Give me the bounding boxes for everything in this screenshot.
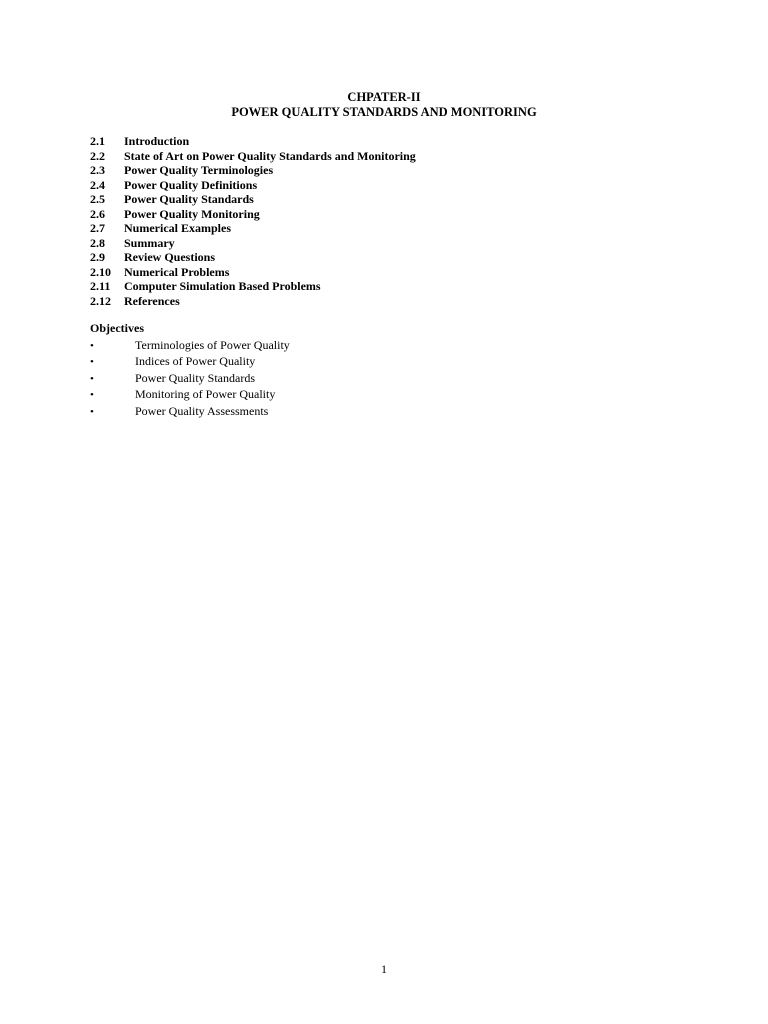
- toc-entry-title: Power Quality Definitions: [124, 177, 258, 192]
- toc-entry-number: 2.8: [90, 235, 105, 250]
- toc-entry: [90, 134, 416, 149]
- toc-entry-title: Review Questions: [124, 250, 215, 264]
- objective-item: [90, 370, 290, 386]
- toc-entry-title: Power Quality Terminologies: [124, 163, 274, 177]
- toc-entry: [90, 149, 416, 164]
- bullet-icon: •: [90, 389, 94, 402]
- table-of-contents: [90, 134, 416, 308]
- page-number: 1: [381, 962, 387, 976]
- toc-entry: [90, 221, 416, 236]
- toc-entry: [90, 279, 416, 294]
- toc-entry-title: Numerical Examples: [124, 221, 231, 235]
- chapter-number: CHPATER-II: [347, 90, 421, 104]
- toc-entry-title: Introduction: [124, 134, 190, 148]
- bullet-icon: •: [90, 356, 94, 369]
- toc-entry-title: References: [124, 293, 180, 308]
- objective-item: [90, 353, 290, 369]
- objective-item: [90, 337, 290, 353]
- toc-entry-number: 2.5: [90, 192, 105, 206]
- toc-entry: [90, 250, 416, 265]
- objective-text: Monitoring of Power Quality: [135, 387, 276, 402]
- objective-item: [90, 403, 290, 419]
- bullet-icon: •: [90, 340, 94, 352]
- chapter-title: POWER QUALITY STANDARDS AND MONITORING: [231, 105, 537, 119]
- objective-text: Power Quality Standards: [135, 370, 255, 385]
- bullet-icon: •: [90, 405, 94, 418]
- toc-entry: [90, 163, 416, 178]
- toc-entry: [90, 236, 416, 251]
- toc-entry-title: Power Quality Standards: [124, 192, 254, 206]
- toc-entry-title: Summary: [124, 235, 175, 250]
- toc-entry-title: State of Art on Power Quality Standards and Monitoring: [124, 148, 416, 163]
- toc-entry-number: 2.2: [90, 148, 105, 163]
- objectives-heading: Objectives: [90, 321, 144, 335]
- toc-entry: [90, 178, 416, 193]
- toc-entry-number: 2.12: [90, 293, 111, 308]
- toc-entry-number: 2.3: [90, 163, 105, 177]
- toc-entry: [90, 192, 416, 207]
- objective-text: Terminologies of Power Quality: [135, 338, 290, 352]
- toc-entry-number: 2.10: [90, 264, 111, 279]
- toc-entry: [90, 265, 416, 280]
- bullet-icon: •: [90, 372, 94, 385]
- toc-entry-number: 2.9: [90, 250, 105, 264]
- toc-entry-number: 2.1: [90, 134, 105, 148]
- toc-entry-number: 2.7: [90, 221, 105, 235]
- objective-text: Indices of Power Quality: [135, 354, 256, 369]
- objective-text: Power Quality Assessments: [135, 403, 269, 418]
- toc-entry-title: Numerical Problems: [124, 264, 230, 279]
- toc-entry-number: 2.11: [90, 279, 111, 293]
- objectives-list: [90, 337, 290, 419]
- toc-entry-title: Computer Simulation Based Problems: [124, 279, 321, 293]
- toc-entry-number: 2.4: [90, 177, 105, 192]
- toc-entry-title: Power Quality Monitoring: [124, 206, 260, 221]
- toc-entry: [90, 294, 416, 309]
- toc-entry-number: 2.6: [90, 206, 105, 221]
- objective-item: [90, 386, 290, 402]
- toc-entry: [90, 207, 416, 222]
